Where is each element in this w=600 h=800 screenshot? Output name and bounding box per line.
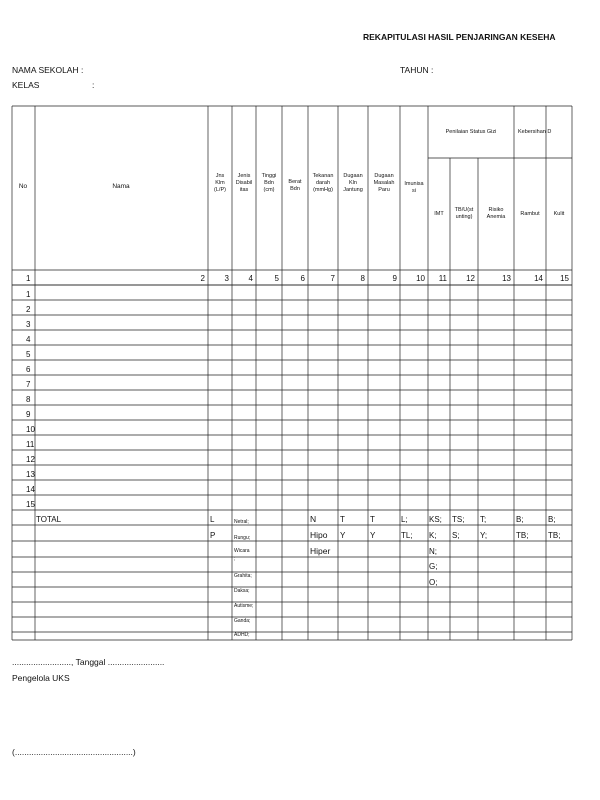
date-line: ........................., Tanggal ........................	[12, 657, 165, 667]
row-number: 7	[26, 380, 31, 389]
column-number: 13	[502, 274, 511, 283]
header-imunisasi: si	[412, 188, 416, 194]
summary-kulit: TB;	[548, 531, 561, 540]
row-number: 12	[26, 455, 35, 464]
header-kulit: Kulit	[553, 211, 565, 217]
summary-imt: K;	[429, 531, 437, 540]
header-tekanan-darah: (mmHg)	[313, 187, 333, 193]
row-number: 15	[26, 500, 35, 509]
row-number: 4	[26, 335, 31, 344]
summary-anemia: T;	[480, 515, 487, 524]
document-title: REKAPITULASI HASIL PENJARINGAN KESEHA	[363, 32, 556, 42]
column-number: 4	[248, 274, 253, 283]
summary-kulit: B;	[548, 515, 556, 524]
column-number: 15	[560, 274, 569, 283]
row-number: 6	[26, 365, 31, 374]
signature-line: (..................................................)	[12, 747, 136, 757]
header-jenis-kelamin: Jns	[215, 173, 225, 179]
header-jantung: Dugaan	[343, 173, 363, 179]
summary-jantung: Y	[340, 531, 346, 540]
header-tekanan-darah: darah	[315, 180, 331, 186]
summary-disabilitas: Grahita;	[234, 573, 252, 579]
header-group-gizi: Penilaian Status Gizi	[445, 129, 497, 135]
row-number: 9	[26, 410, 31, 419]
summary-disabilitas: Autisme;	[234, 603, 254, 609]
column-number: 3	[224, 274, 229, 283]
nama-sekolah-label: NAMA SEKOLAH :	[12, 65, 84, 75]
summary-disabilitas: Ganda;	[234, 618, 251, 624]
summary-imunisasi: TL;	[401, 531, 413, 540]
column-number: 7	[330, 274, 335, 283]
header-tekanan-darah: Tekanan	[312, 173, 334, 179]
kelas-colon: :	[92, 80, 95, 90]
header-paru: Dugaan	[374, 173, 394, 179]
header-anemia: Risiko	[488, 207, 504, 213]
summary-disabilitas: Wicara	[234, 548, 250, 554]
header-berat-badan: Berat	[288, 179, 302, 185]
column-number: 14	[534, 274, 543, 283]
summary-paru: T	[370, 515, 375, 524]
header-paru: Paru	[378, 187, 390, 193]
row-number: 8	[26, 395, 31, 404]
header-tb-u: TB/U(st	[454, 207, 474, 213]
header-disabilitas: itas	[239, 187, 249, 193]
summary-tekanan: Hiper	[310, 546, 331, 556]
kelas-label: KELAS	[12, 80, 40, 90]
summary-paru: Y	[370, 531, 376, 540]
summary-tekanan: Hipo	[310, 530, 328, 540]
summary-disabilitas: Netral;	[234, 519, 249, 525]
summary-jk: L	[210, 515, 215, 524]
column-number: 2	[200, 274, 205, 283]
summary-jk: P	[210, 531, 216, 540]
column-number: 6	[300, 274, 305, 283]
summary-imt: O;	[429, 578, 438, 587]
header-imunisasi: Imunisa	[404, 181, 424, 187]
header-rambut: Rambut	[520, 211, 540, 217]
column-number: 5	[274, 274, 279, 283]
header-no: No	[18, 183, 28, 190]
summary-imunisasi: L;	[401, 515, 408, 524]
summary-disabilitas: ;	[234, 556, 236, 562]
column-number: 11	[438, 274, 447, 283]
header-tb-u: unting)	[455, 214, 473, 220]
column-number: 9	[392, 274, 397, 283]
summary-imt: KS;	[429, 515, 442, 524]
header-group-kebersihan: Kebersihan D	[518, 129, 552, 135]
row-number: 11	[26, 440, 35, 449]
row-number: 2	[26, 305, 31, 314]
summary-jantung: T	[340, 515, 345, 524]
summary-disabilitas: ADHD;	[234, 632, 250, 638]
header-jenis-kelamin: Klm	[215, 180, 225, 186]
header-anemia: Anemia	[486, 214, 506, 220]
row-number: 5	[26, 350, 31, 359]
row-number: 14	[26, 485, 35, 494]
header-paru: Masalah	[373, 180, 395, 186]
header-tinggi-badan: Bdn	[264, 180, 274, 186]
header-tinggi-badan: Tinggi	[261, 173, 277, 179]
row-number: 13	[26, 470, 35, 479]
total-label: TOTAL	[36, 515, 62, 524]
row-number: 10	[26, 425, 35, 434]
summary-tekanan: N	[310, 514, 317, 524]
tahun-label: TAHUN :	[400, 65, 434, 75]
summary-disabilitas: Daksa;	[234, 588, 250, 594]
header-nama: Nama	[112, 183, 130, 190]
summary-imt: N;	[429, 547, 437, 556]
summary-tbu: S;	[452, 531, 460, 540]
header-disabilitas: Jenis	[237, 173, 251, 179]
column-number: 10	[416, 274, 425, 283]
column-number: 1	[26, 274, 31, 283]
column-number: 8	[360, 274, 365, 283]
header-jenis-kelamin: (L/P)	[214, 187, 226, 193]
row-number: 3	[26, 320, 31, 329]
summary-tbu: TS;	[452, 515, 465, 524]
column-number: 12	[466, 274, 475, 283]
summary-rambut: B;	[516, 515, 524, 524]
header-berat-badan: Bdn	[290, 186, 300, 192]
role-label: Pengelola UKS	[12, 673, 70, 683]
summary-rambut: TB;	[516, 531, 529, 540]
header-jantung: Kln	[349, 180, 357, 186]
header-imt: IMT	[434, 211, 444, 217]
header-tinggi-badan: (cm)	[263, 187, 275, 193]
header-disabilitas: Disabil	[235, 180, 253, 186]
row-number: 1	[26, 290, 31, 299]
header-jantung: Jantung	[343, 187, 363, 193]
summary-disabilitas: Rungu;	[234, 535, 251, 541]
summary-imt: G;	[429, 562, 438, 571]
summary-anemia: Y;	[480, 531, 488, 540]
